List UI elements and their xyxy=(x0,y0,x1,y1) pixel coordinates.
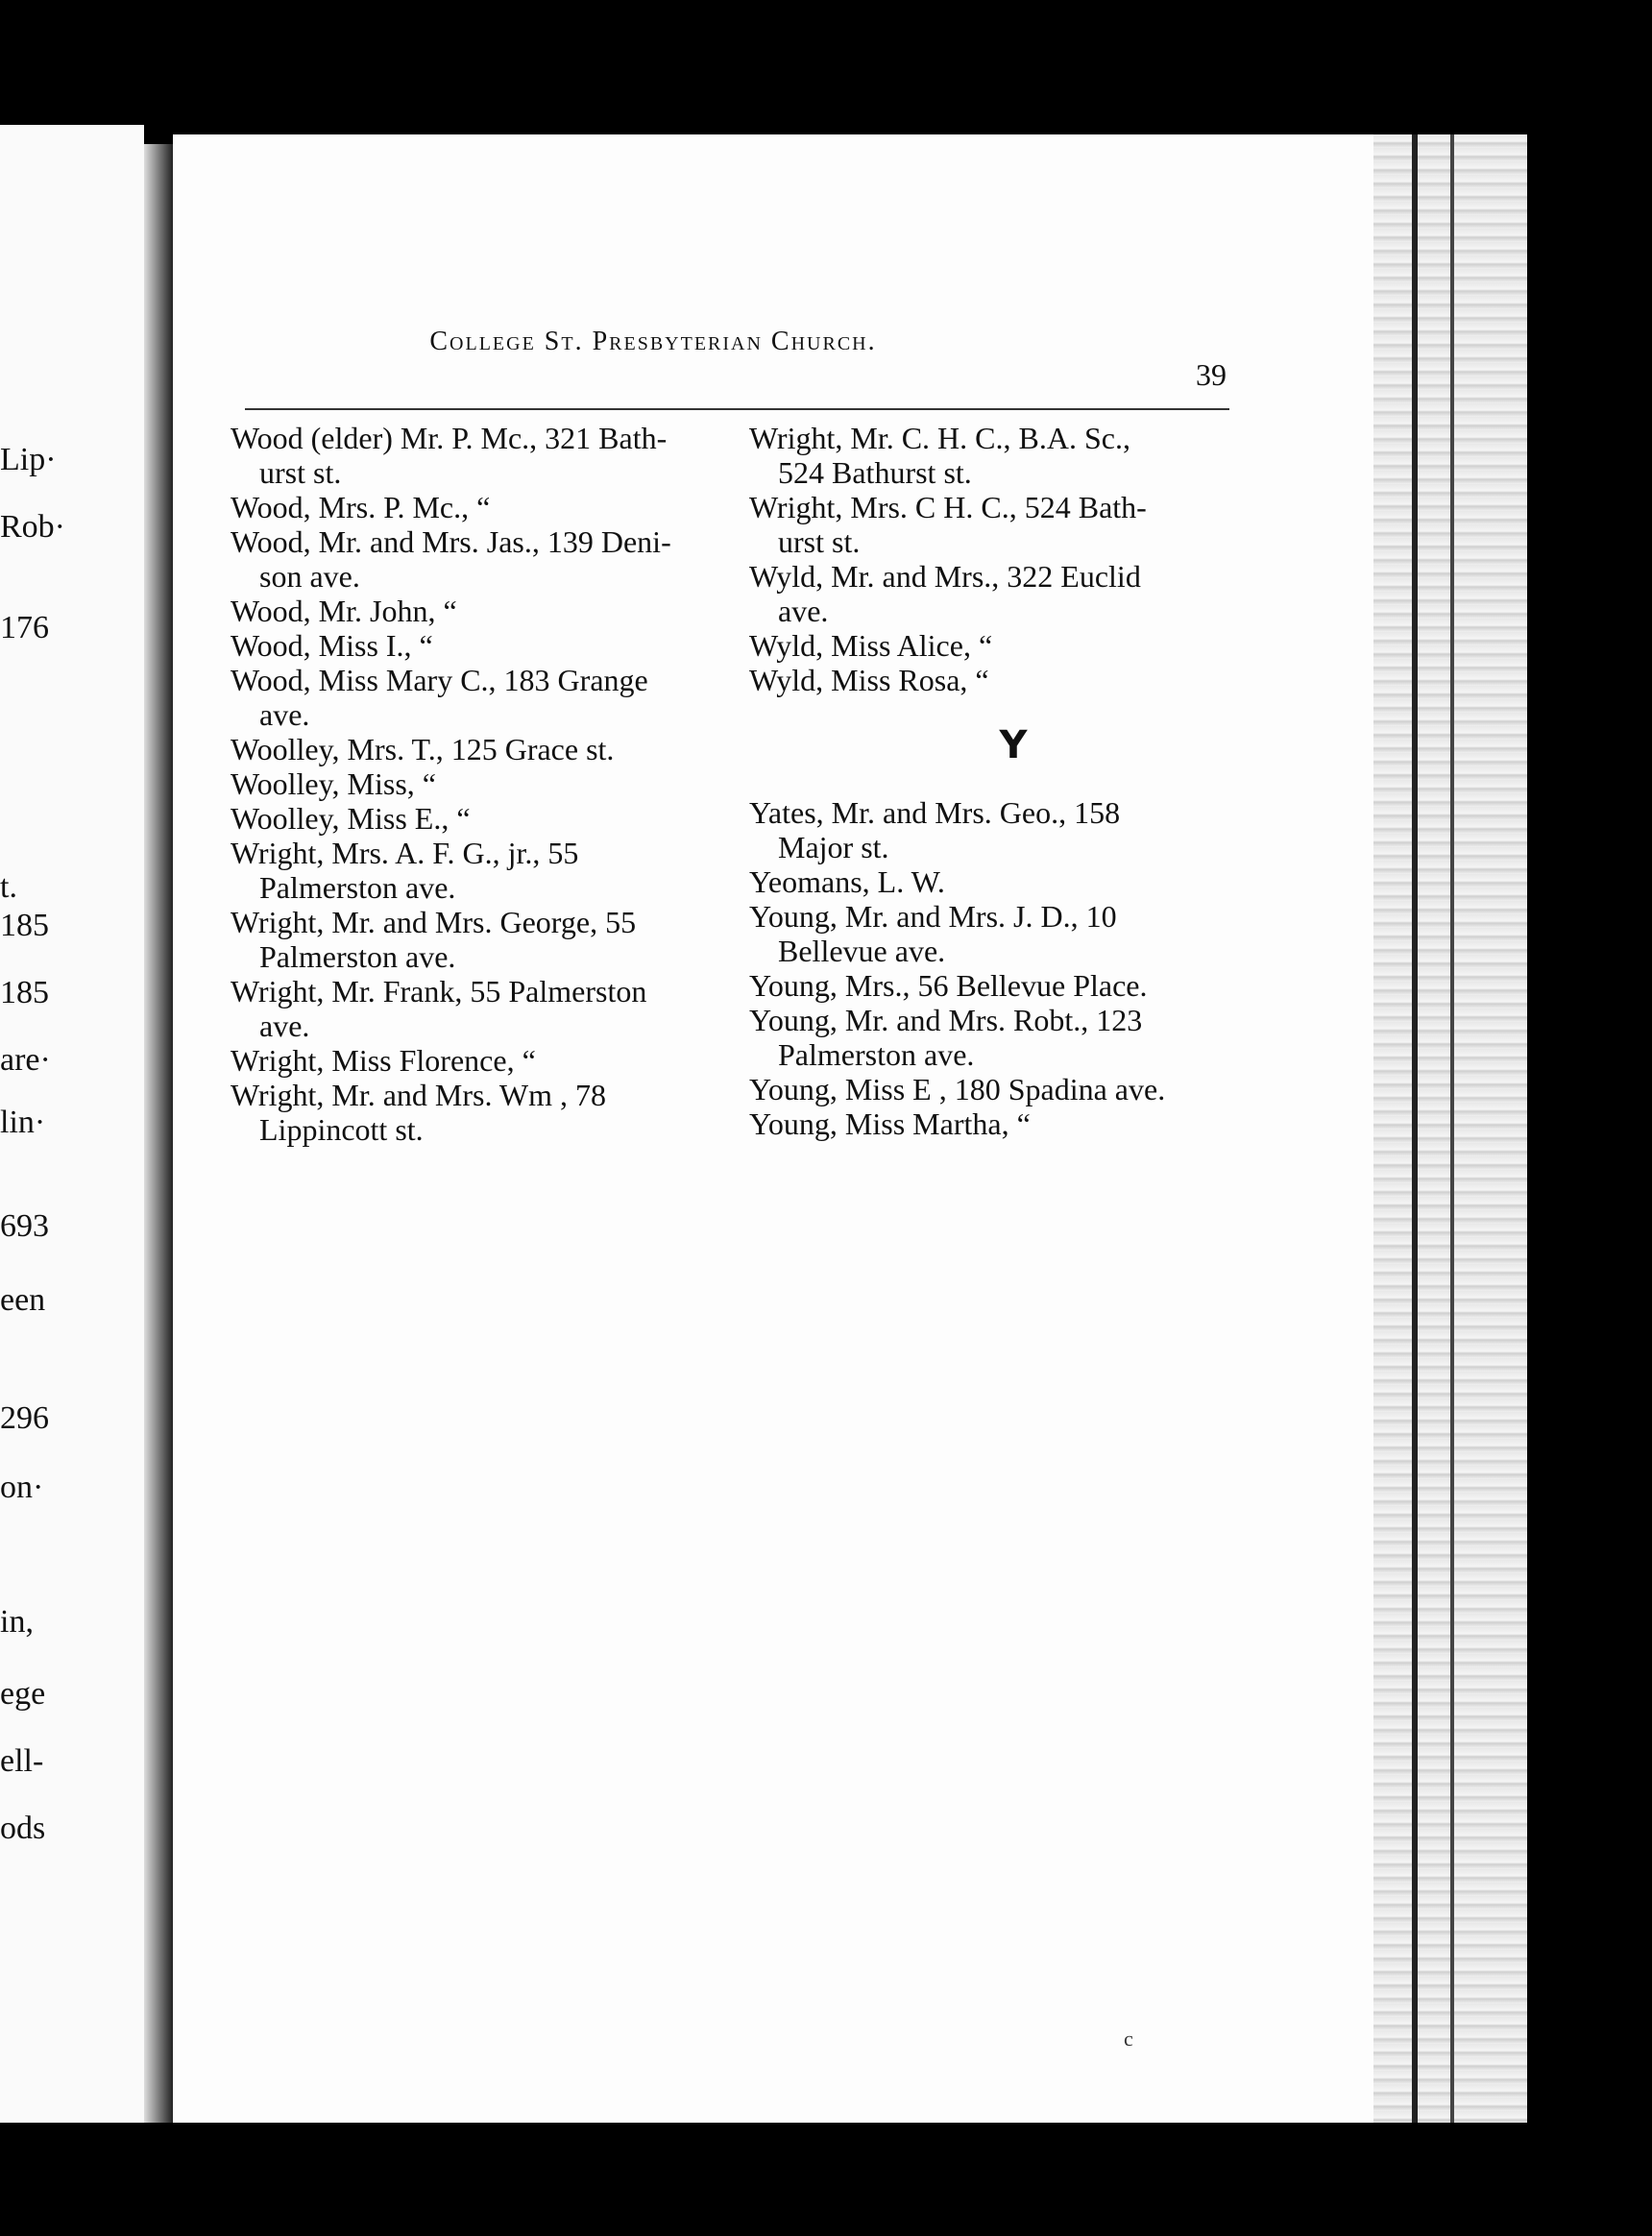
entry-continuation-line: Major st. xyxy=(778,830,889,864)
entry-continuation-line: urst st. xyxy=(778,524,861,559)
directory-entry xyxy=(749,968,1249,1003)
entry-name-line: Wood, Mrs. P. Mc., “ xyxy=(231,490,491,524)
entry-name-line: Wood (elder) Mr. P. Mc., 321 Bath- xyxy=(231,421,668,455)
entry-name-line: Wood, Miss I., “ xyxy=(231,628,433,663)
directory-entry xyxy=(231,663,711,732)
facing-page-fragment: in, xyxy=(0,1604,34,1640)
entry-continuation-line: Lippincott st. xyxy=(259,1112,424,1147)
facing-page-fragment: een xyxy=(0,1282,46,1318)
header-rule xyxy=(245,408,1229,410)
directory-entry xyxy=(749,1072,1249,1106)
entry-name-line: Young, Mr. and Mrs. Robt., 123 xyxy=(749,1003,1143,1037)
directory-entry xyxy=(749,899,1249,968)
entry-name-line: Wright, Mr. and Mrs. Wm , 78 xyxy=(231,1078,606,1112)
entry-name-line: Wood, Mr. John, “ xyxy=(231,594,457,628)
entry-continuation-line: Palmerston ave. xyxy=(259,939,456,974)
directory-entry xyxy=(231,524,711,594)
facing-page-fragment: 185 xyxy=(0,975,49,1010)
running-head: College St. Presbyterian Church. xyxy=(429,327,877,356)
facing-page-fragment: Lip· xyxy=(0,442,57,477)
entry-name-line: Young, Miss E , 180 Spadina ave. xyxy=(749,1072,1166,1106)
section-letter-y: Y xyxy=(999,723,1028,767)
directory-entry xyxy=(231,905,711,974)
entry-continuation-line: ave. xyxy=(259,1009,310,1043)
directory-entry xyxy=(749,663,1249,697)
facing-page-fragment: lin· xyxy=(0,1105,46,1140)
directory-entry xyxy=(231,628,711,663)
entry-name-line: Woolley, Miss, “ xyxy=(231,766,436,801)
directory-entry xyxy=(749,421,1249,490)
directory-entry xyxy=(749,490,1249,559)
directory-entry xyxy=(231,421,711,490)
entry-name-line: Wyld, Miss Rosa, “ xyxy=(749,663,989,697)
left-column xyxy=(231,421,711,1147)
footer-mark: c xyxy=(1124,2027,1133,2051)
entry-name-line: Young, Miss Martha, “ xyxy=(749,1106,1031,1141)
facing-page-fragment: Rob· xyxy=(0,509,65,545)
entry-name-line: Wood, Mr. and Mrs. Jas., 139 Deni- xyxy=(231,524,671,559)
page-number: 39 xyxy=(1196,357,1227,392)
entry-continuation-line: Palmerston ave. xyxy=(778,1037,975,1072)
directory-entry xyxy=(749,559,1249,628)
directory-entry xyxy=(231,1043,711,1078)
w-entries xyxy=(749,421,1249,697)
entry-name-line: Young, Mrs., 56 Bellevue Place. xyxy=(749,968,1148,1003)
directory-entry xyxy=(749,1003,1249,1072)
entry-name-line: Yates, Mr. and Mrs. Geo., 158 xyxy=(749,795,1121,830)
directory-entry xyxy=(749,864,1249,899)
entry-continuation-line: ave. xyxy=(778,594,829,628)
directory-entry xyxy=(231,732,711,766)
directory-entry xyxy=(231,1078,711,1147)
entry-name-line: Wright, Mr. Frank, 55 Palmerston xyxy=(231,974,647,1009)
right-column xyxy=(749,421,1249,1141)
facing-page-fragment: on· xyxy=(0,1470,44,1505)
entry-continuation-line: Bellevue ave. xyxy=(778,934,946,968)
entry-name-line: Wright, Mr. and Mrs. George, 55 xyxy=(231,905,637,939)
entry-continuation-line: Palmerston ave. xyxy=(259,870,456,905)
facing-page-fragment: are· xyxy=(0,1042,51,1078)
directory-entry xyxy=(749,628,1249,663)
facing-page-fragment: ege xyxy=(0,1676,46,1712)
book-gutter xyxy=(144,144,173,2123)
facing-page-fragment: t. xyxy=(0,869,17,905)
entry-name-line: Wright, Mr. C. H. C., B.A. Sc., xyxy=(749,421,1130,455)
entry-name-line: Yeomans, L. W. xyxy=(749,864,945,899)
y-entries xyxy=(749,795,1249,1141)
facing-page-fragment: ods xyxy=(0,1811,46,1846)
facing-page-fragment: 185 xyxy=(0,908,49,943)
entry-name-line: Wood, Miss Mary C., 183 Grange xyxy=(231,663,648,697)
entry-name-line: Woolley, Miss E., “ xyxy=(231,801,471,836)
directory-entry xyxy=(231,594,711,628)
facing-page-fragment: 296 xyxy=(0,1400,49,1436)
entry-name-line: Wright, Mrs. A. F. G., jr., 55 xyxy=(231,836,579,870)
facing-page-fragment: 176 xyxy=(0,610,49,645)
entry-name-line: Wright, Mrs. C H. C., 524 Bath- xyxy=(749,490,1147,524)
directory-entry xyxy=(231,974,711,1043)
entry-name-line: Wyld, Mr. and Mrs., 322 Euclid xyxy=(749,559,1141,594)
entry-continuation-line: urst st. xyxy=(259,455,342,490)
directory-entry xyxy=(749,1106,1249,1141)
directory-entry xyxy=(231,836,711,905)
entry-continuation-line: son ave. xyxy=(259,559,360,594)
directory-entry xyxy=(231,490,711,524)
entry-continuation-line: 524 Bathurst st. xyxy=(778,455,972,490)
directory-entry xyxy=(231,766,711,801)
facing-page-fragment: 693 xyxy=(0,1208,49,1244)
directory-entry xyxy=(231,801,711,836)
directory-entry xyxy=(749,795,1249,864)
facing-page-fragment: ell- xyxy=(0,1743,44,1779)
entry-name-line: Wright, Miss Florence, “ xyxy=(231,1043,536,1078)
page-edges xyxy=(1373,134,1527,2123)
entry-name-line: Woolley, Mrs. T., 125 Grace st. xyxy=(231,732,615,766)
entry-name-line: Wyld, Miss Alice, “ xyxy=(749,628,993,663)
entry-name-line: Young, Mr. and Mrs. J. D., 10 xyxy=(749,899,1117,934)
entry-continuation-line: ave. xyxy=(259,697,310,732)
